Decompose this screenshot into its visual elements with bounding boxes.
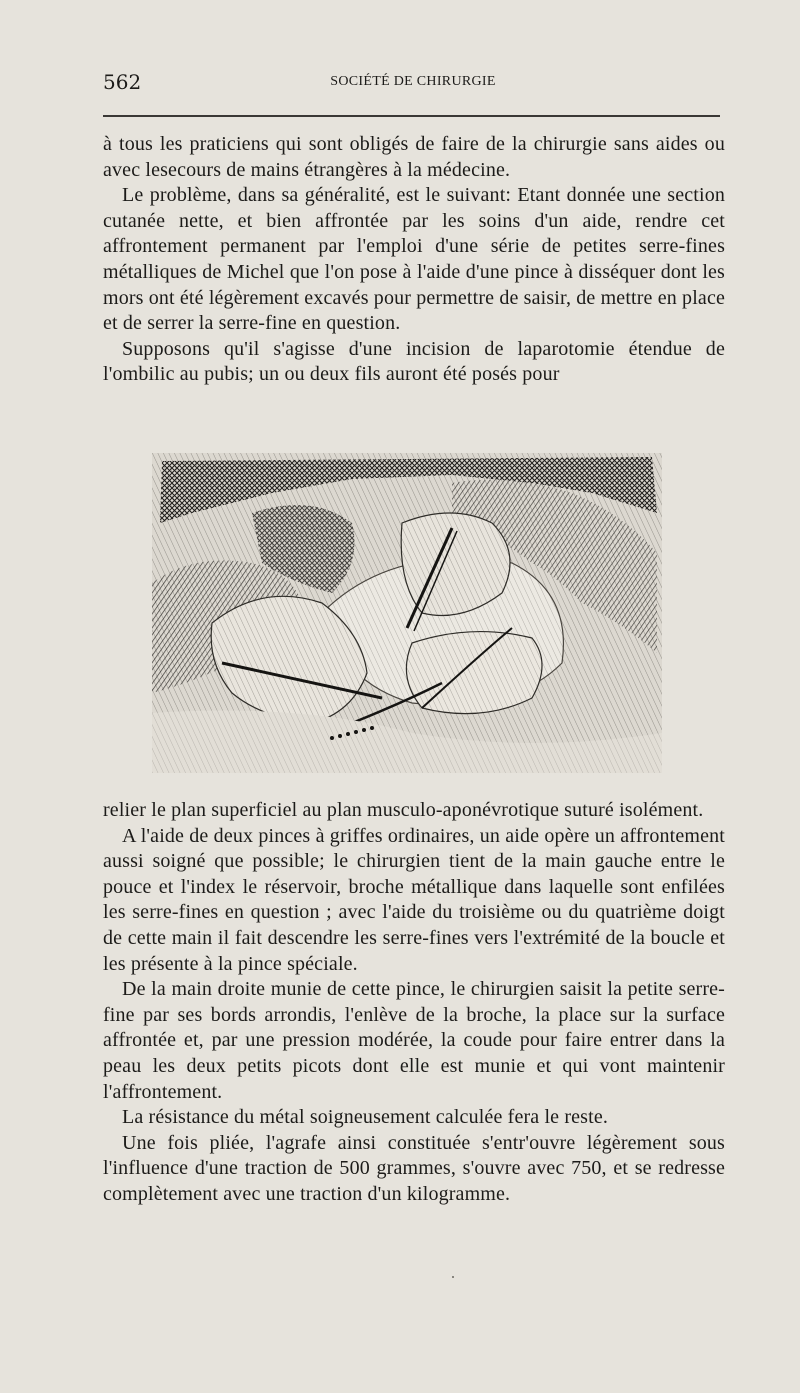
paragraph: La résistance du métal soigneusement calculée fera le reste. <box>122 1106 608 1129</box>
page-footer-mark <box>452 1276 454 1278</box>
paragraph: A l'aide de deux pinces à griffes ordinaires, un aide opère un affrontement aussi soigné que possible; le chirurgien tient de la main gauche entre le pouce et l'index le réservoir, broche métallique dans laquelle sont enfilées les serre-fines en question ; avec l'aide du troisième ou du quatrième doigt de cette main il fait descendre les serre-fines vers l'extrémité de la boucle et les présente à la pince spéciale. <box>103 824 725 975</box>
page-number: 562 <box>103 70 142 94</box>
paragraph: à tous les praticiens qui sont obligés de faire de la chirurgie sans aides ou avec lesecours de mains étrangères à la médecine. <box>103 133 725 181</box>
paragraph: Le problème, dans sa généralité, est le suivant: Etant donnée une section cutanée nette, et bien affrontée par les soins d'un aide, rendre cet affrontement permanent par l'emploi d'une série de petites serre-fines métalliques de Michel que l'on pose à l'aide d'une pince à disséquer dont les mors ont été légèrement excavés pour permettre de saisir, de mettre en place et de serrer la serre-fine en question. <box>103 184 725 335</box>
text-block-after-figure <box>103 798 725 1208</box>
paragraph: relier le plan superficiel au plan musculo-aponévrotique suturé isolément. <box>103 799 704 821</box>
text-block-before-figure <box>103 132 725 388</box>
paragraph: Une fois pliée, l'agrafe ainsi constituée s'entr'ouvre légèrement sous l'influence d'une traction de 500 grammes, s'ouvre avec 750, et se redresse complètement avec une traction d'un kilogramme. <box>103 1131 725 1205</box>
engraving-hands-suturing-icon <box>152 453 662 773</box>
paragraph: De la main droite munie de cette pince, le chirurgien saisit la petite serre-fine par ses bords arrondis, l'enlève de la broche, la place sur la surface affrontée et, par une pression modérée, la coude pour faire entrer dans la peau les deux petits picots dont elle est munie et qui vont maintenir l'affrontement. <box>103 978 725 1103</box>
page-header <box>103 70 723 98</box>
paragraph: Supposons qu'il s'agisse d'une incision de laparotomie étendue de l'ombilic au pubis; un ou deux fils auront été posés pour <box>103 337 725 386</box>
header-rule <box>103 115 720 117</box>
running-title: SOCIÉTÉ DE CHIRURGIE <box>330 74 496 89</box>
